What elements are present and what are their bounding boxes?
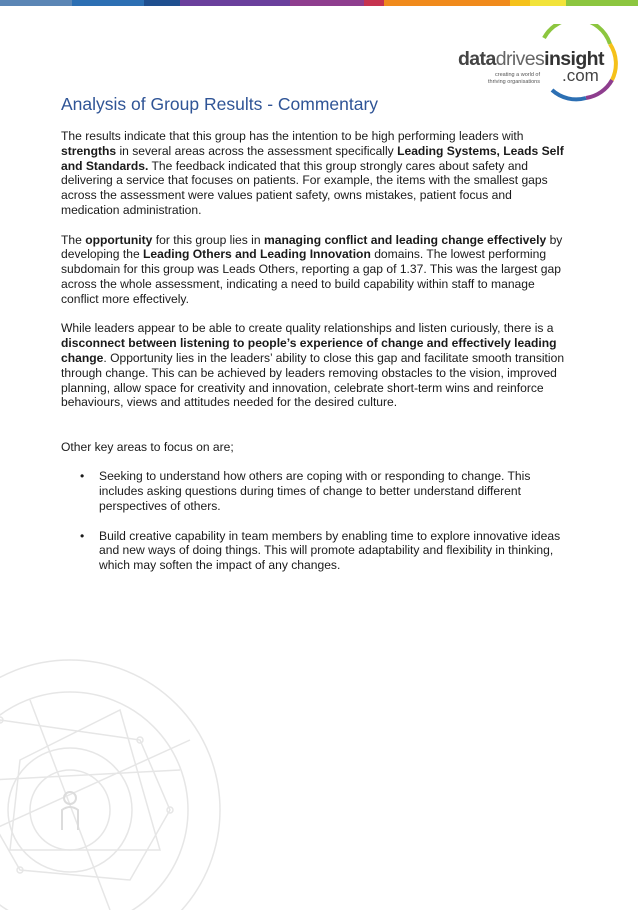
stripe-segment — [144, 0, 180, 6]
opportunity-paragraph — [61, 233, 573, 307]
bold-run: disconnect between listening to people’s experience of change and effectively leading change — [61, 336, 557, 365]
logo-word-mid: drives — [495, 48, 545, 70]
stripe-segment — [180, 0, 290, 6]
stripe-segment — [290, 0, 364, 6]
logo-suffix: .com — [562, 66, 599, 85]
watermark-graphic — [0, 620, 250, 910]
bold-run: managing conflict and leading change effectively — [263, 232, 547, 247]
stripe-segment — [530, 0, 566, 6]
bold-run: Leading Others and Leading Innovation — [143, 247, 371, 262]
text-run: for this group lies in — [152, 232, 264, 247]
list-item — [61, 469, 573, 513]
logo-word-end: insight — [544, 48, 604, 70]
bold-run: strengths — [61, 143, 117, 158]
commentary-body — [61, 129, 573, 588]
logo-tagline: creating a world of thriving organisations — [488, 72, 540, 85]
logo-word-start: data — [458, 48, 496, 70]
stripe-segment — [0, 0, 72, 6]
list-item-text: Seeking to understand how others are coping with or responding to change. This includes asking questions during times of change to better understand different perspectives of others. — [99, 469, 531, 513]
text-run: The — [61, 232, 86, 247]
text-run: The results indicate that this group has the intention to be high performing leaders with — [61, 129, 524, 143]
stripe-segment — [566, 0, 638, 6]
stripe-segment — [72, 0, 144, 6]
strengths-paragraph — [61, 129, 573, 218]
text-run: While leaders appear to be able to create quality relationships and listen curiously, there is a — [61, 321, 554, 336]
key-areas-list — [61, 469, 573, 573]
key-areas-intro: Other key areas to focus on are; — [61, 439, 234, 454]
bold-run: Leading Systems, Leads Self and Standards. — [61, 143, 564, 173]
page-title: Analysis of Group Results - Commentary — [61, 94, 379, 114]
company-logo — [452, 24, 618, 102]
text-run: in several areas across the assessment specifically — [116, 143, 398, 158]
list-item-text: Build creative capability in team members by enabling time to explore innovative ideas and new ways of doing things. This will promote adaptability and flexibility in thinking, which may soften the impact of any changes. — [99, 528, 561, 573]
disconnect-paragraph — [61, 321, 573, 410]
bold-run: opportunity — [85, 232, 153, 247]
text-run: The feedback indicated that this group strongly cares about safety and delivering a service that focuses on patients. For example, the items with the smallest gaps across the assessment were values patient safety, owns mistakes, patient focus and medication administration. — [61, 158, 548, 217]
stripe-segment — [384, 0, 510, 6]
bullet-icon: • — [80, 528, 85, 543]
text-run: by developing the — [61, 232, 563, 262]
person-icon — [62, 792, 78, 830]
color-stripe-bar — [0, 0, 638, 6]
list-item — [61, 529, 573, 573]
stripe-segment — [364, 0, 384, 6]
text-run: domains. The lowest performing subdomain for this group was Leads Others, reporting a gap of 1.37. This was the largest gap across the whole assessment, indicating a need to build capability within staff to manage conflict more effectively. — [61, 247, 561, 306]
text-run: . Opportunity lies in the leaders’ ability to close this gap and facilitate smooth transition through change. This can be achieved by leaders removing obstacles to the vision, improved planning, allow space for creativity and innovation, celebrate short-term wins and reinforce behaviours, views and attitudes needed for the desired culture. — [61, 350, 565, 410]
stripe-segment — [510, 0, 530, 6]
bullet-icon: • — [80, 469, 85, 484]
